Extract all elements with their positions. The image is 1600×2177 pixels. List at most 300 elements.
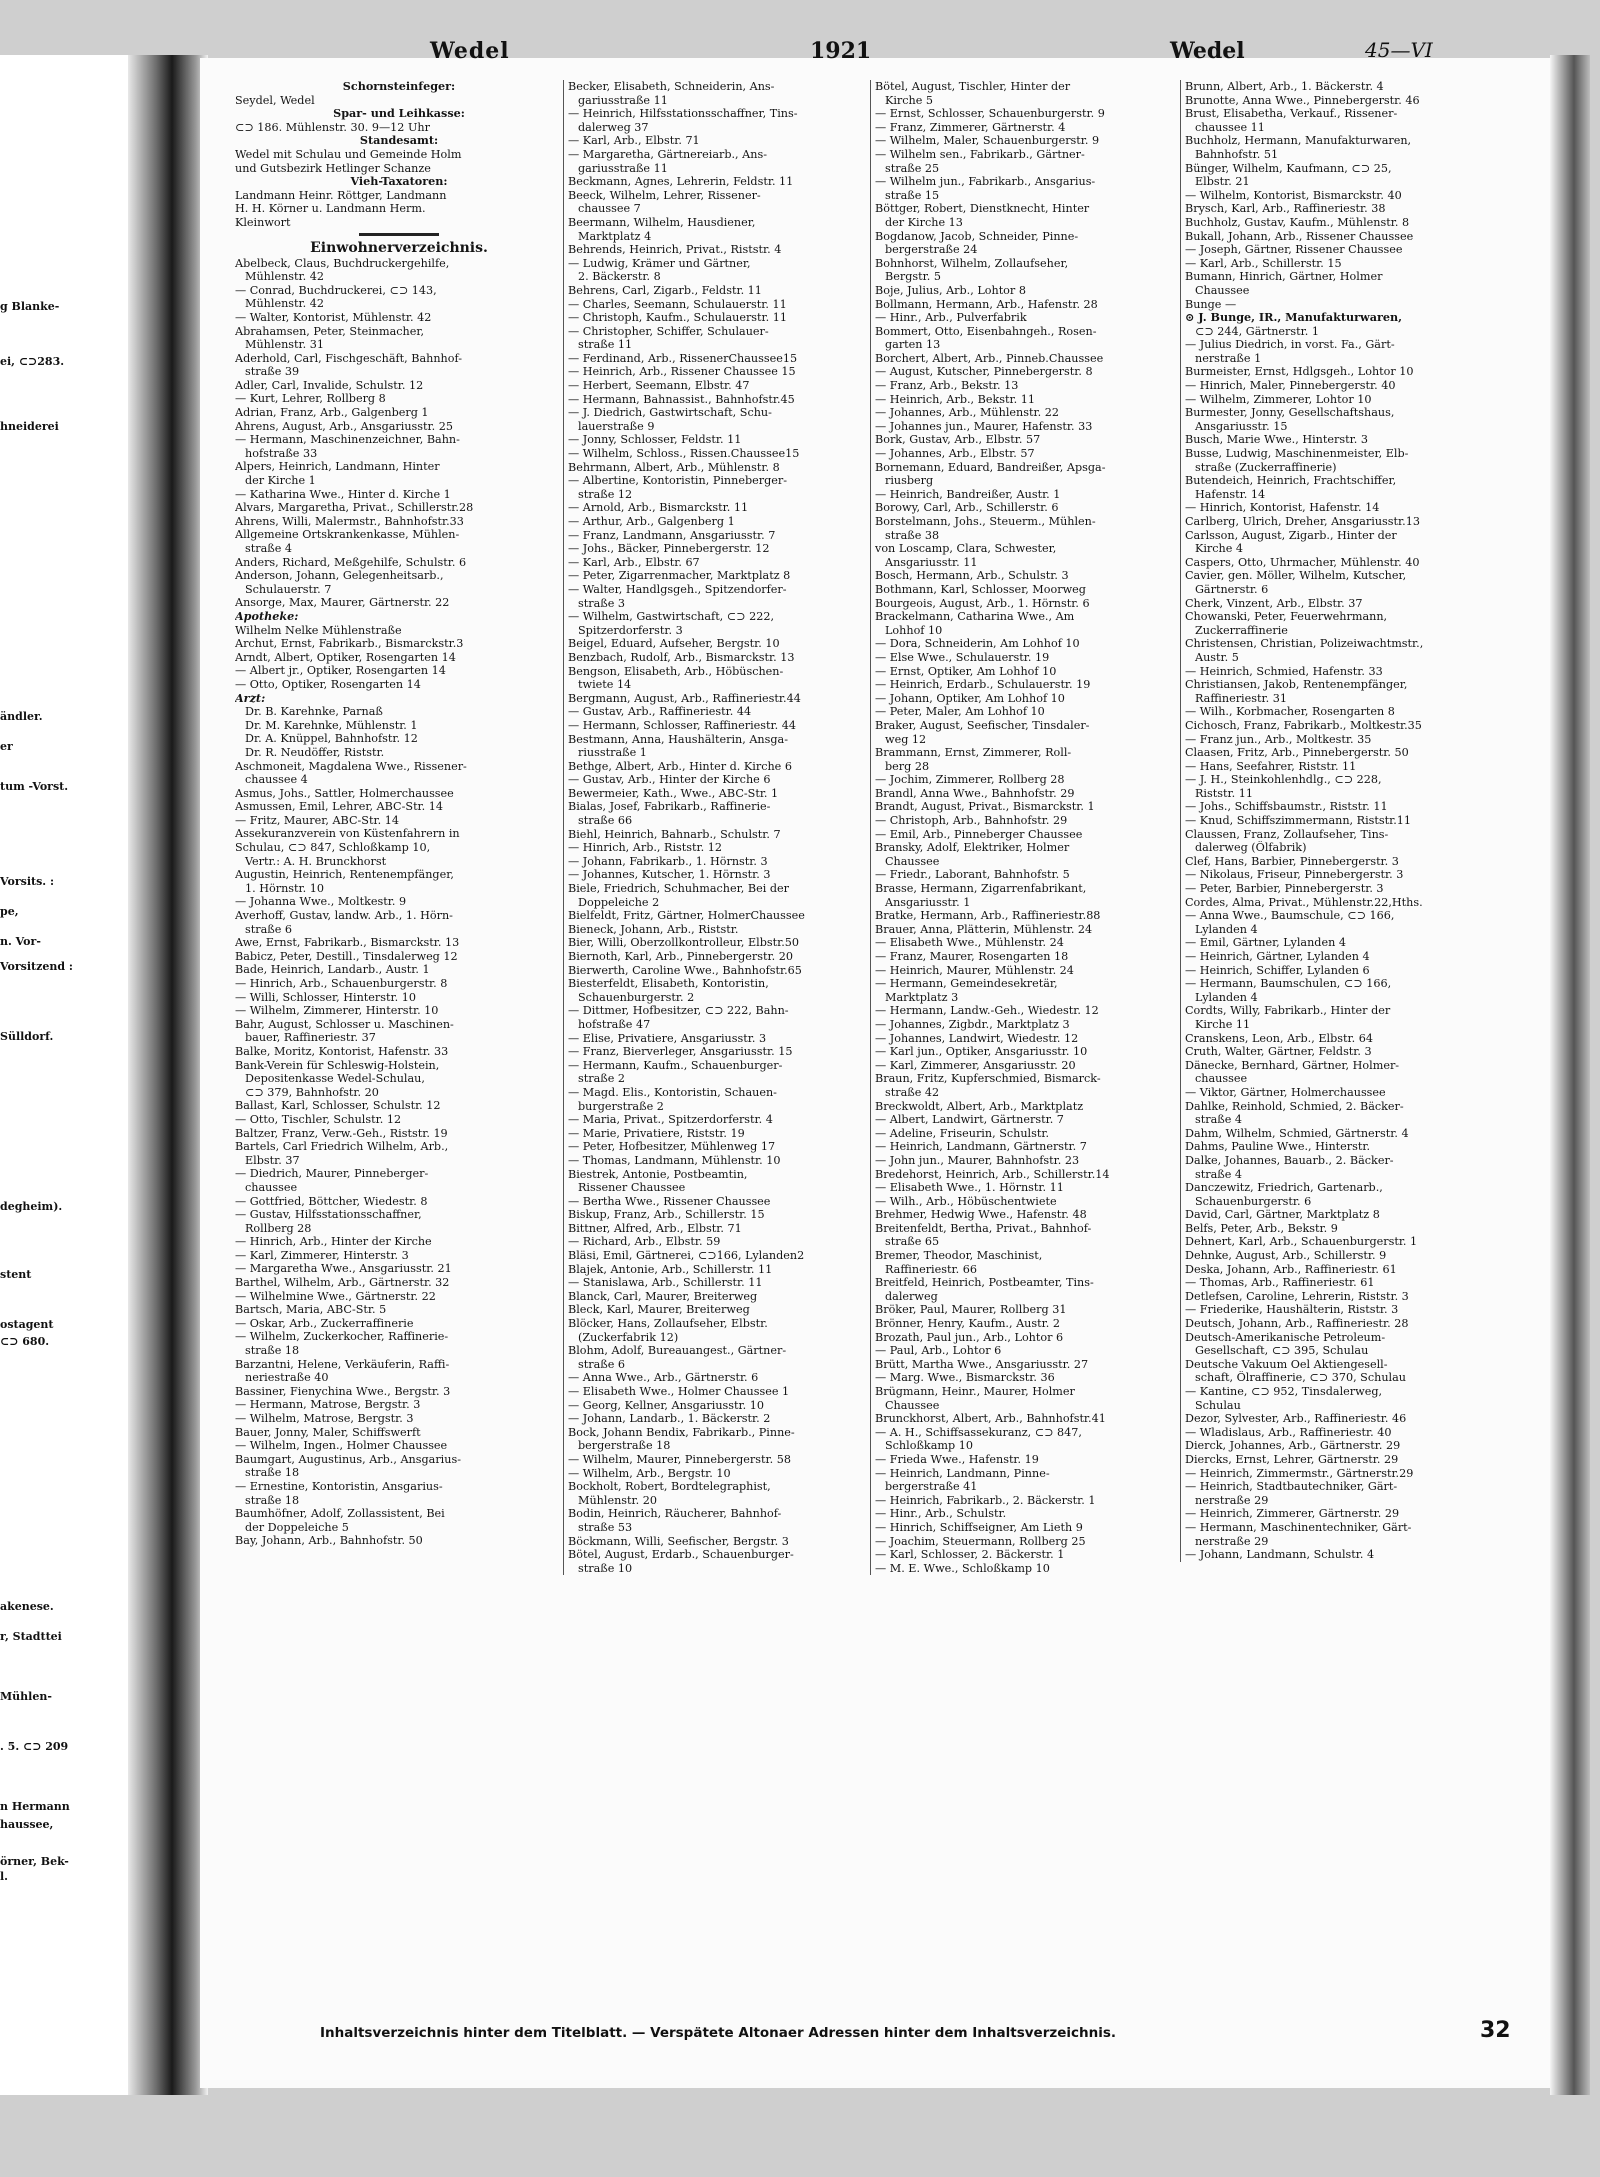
directory-entry: Detlefsen, Caroline, Lehrerin, Riststr. 3 — [1185, 1289, 1409, 1303]
directory-entry: Aderhold, Carl, Fischgeschäft, Bahnhof- — [235, 351, 462, 365]
directory-entry: Allgemeine Ortskrankenkasse, Mühlen- — [235, 528, 460, 542]
directory-entry: — Hinrich, Arb., Hinter der Kirche — [235, 1235, 432, 1249]
directory-entry: Austr. 5 — [1195, 650, 1239, 664]
directory-entry: der Kirche 13 — [885, 215, 963, 229]
directory-entry: — Joseph, Gärtner, Rissener Chaussee — [1185, 243, 1403, 257]
directory-entry: chaussee 4 — [245, 773, 308, 787]
directory-column-4 — [1180, 80, 1515, 1562]
directory-entry: straße (Zuckerraffinerie) — [1195, 460, 1337, 474]
directory-entry: Clef, Hans, Barbier, Pinnebergerstr. 3 — [1185, 854, 1399, 868]
directory-entry: — Katharina Wwe., Hinter d. Kirche 1 — [235, 487, 451, 501]
directory-entry: Schauenburgerstr. 2 — [578, 990, 695, 1004]
directory-entry: Mühlenstr. 42 — [245, 297, 324, 311]
directory-entry: — Magd. Elis., Kontoristin, Schauen- — [568, 1085, 777, 1099]
directory-entry: — Karl, Zimmerer, Hinterstr. 3 — [235, 1248, 409, 1262]
directory-entry: garten 13 — [885, 338, 941, 352]
directory-entry: Ahrens, August, Arb., Ansgariusstr. 25 — [235, 419, 454, 433]
directory-entry: Adler, Carl, Invalide, Schulstr. 12 — [235, 378, 424, 392]
directory-entry: Danczewitz, Friedrich, Gartenarb., — [1185, 1181, 1383, 1195]
directory-entry: Bohnhorst, Wilhelm, Zollaufseher, — [875, 256, 1069, 270]
directory-entry: burgerstraße 2 — [578, 1099, 664, 1113]
directory-entry: — Ernestine, Kontoristin, Ansgarius- — [235, 1479, 443, 1493]
directory-entry: Bünger, Wilhelm, Kaufmann, ⊂⊃ 25, — [1185, 161, 1392, 175]
directory-entry: Deutsch, Johann, Arb., Raffineriestr. 28 — [1185, 1317, 1409, 1331]
left-page-line: örner, Bek- — [0, 1855, 69, 1868]
directory-entry: — Heinrich, Landmann, Gärtnerstr. 7 — [875, 1140, 1087, 1154]
directory-entry: — Peter, Zigarrenmacher, Marktplatz 8 — [568, 569, 791, 583]
directory-entry: Bötel, August, Erdarb., Schauenburger- — [568, 1548, 794, 1562]
directory-entry: Raffineriestr. 66 — [885, 1262, 977, 1276]
header-town-left: Wedel — [430, 38, 510, 64]
directory-entry: Dänecke, Bernhard, Gärtner, Holmer- — [1185, 1058, 1400, 1072]
directory-entry: — Heinrich, Hilfsstationsschaffner, Tins- — [568, 107, 798, 121]
directory-entry: Ballast, Karl, Schlosser, Schulstr. 12 — [235, 1099, 441, 1113]
directory-entry: — Hermann, Bahnassist., Bahnhofstr.45 — [568, 392, 795, 406]
directory-entry: Augustin, Heinrich, Rentenempfänger, — [235, 868, 454, 882]
directory-entry: 2. Bäckerstr. 8 — [578, 270, 661, 284]
directory-entry: Wilhelm Nelke Mühlenstraße — [235, 623, 402, 637]
directory-entry: — Johannes, Zigbdr., Marktplatz 3 — [875, 1017, 1070, 1031]
directory-entry: Hafenstr. 14 — [1195, 487, 1266, 501]
directory-entry: Kleinwort — [235, 215, 291, 229]
directory-entry: — Franz, Arb., Bekstr. 13 — [875, 379, 1019, 393]
directory-entry: — Heinrich, Stadtbautechniker, Gärt- — [1185, 1480, 1398, 1494]
directory-entry: — Friedr., Laborant, Bahnhofstr. 5 — [875, 868, 1070, 882]
directory-entry: weg 12 — [885, 732, 927, 746]
directory-entry: straße 39 — [245, 365, 300, 379]
directory-entry: Breitenfeldt, Bertha, Privat., Bahnhof- — [875, 1221, 1092, 1235]
directory-entry: — Hermann, Maschinentechniker, Gärt- — [1185, 1520, 1412, 1534]
directory-entry: Brütt, Martha Wwe., Ansgariusstr. 27 — [875, 1357, 1089, 1371]
directory-entry: Brammann, Ernst, Zimmerer, Roll- — [875, 746, 1072, 760]
directory-entry: — Charles, Seemann, Schulauerstr. 11 — [568, 297, 787, 311]
directory-entry: Buchholz, Hermann, Manufakturwaren, — [1185, 134, 1412, 148]
header-town-right: Wedel — [1170, 38, 1245, 64]
directory-entry: — Karl jun., Optiker, Ansgariusstr. 10 — [875, 1045, 1088, 1059]
directory-entry: Zuckerraffinerie — [1195, 623, 1288, 637]
directory-entry: — Wilhelm, Zuckerkocher, Raffinerie- — [235, 1330, 449, 1344]
directory-entry: Arndt, Albert, Optiker, Rosengarten 14 — [235, 650, 456, 664]
directory-entry: Rollberg 28 — [245, 1221, 312, 1235]
directory-entry: Wedel mit Schulau und Gemeinde Holm — [235, 147, 462, 161]
directory-entry: — Otto, Tischler, Schulstr. 12 — [235, 1112, 402, 1126]
directory-entry: Belfs, Peter, Arb., Bekstr. 9 — [1185, 1221, 1338, 1235]
directory-entry: Bialas, Josef, Fabrikarb., Raffinerie- — [568, 800, 771, 814]
directory-entry: Dr. M. Karehnke, Mühlenstr. 1 — [245, 718, 418, 732]
directory-entry: Carlberg, Ulrich, Dreher, Ansgariusstr.13 — [1185, 515, 1420, 528]
directory-entry: Balke, Moritz, Kontorist, Hafenstr. 33 — [235, 1044, 449, 1058]
left-page-line: r, Stadttei — [0, 1630, 62, 1643]
left-page-line: stent — [0, 1268, 32, 1281]
directory-entry: Bengson, Elisabeth, Arb., Höbüschen- — [568, 664, 784, 678]
directory-entry: — Jonny, Schlosser, Feldstr. 11 — [568, 433, 742, 447]
directory-entry: ⊙ J. Bunge, IR., Manufakturwaren, — [1185, 311, 1402, 325]
directory-entry: Bank-Verein für Schleswig-Holstein, — [235, 1058, 440, 1072]
directory-entry: — Hinr., Arb., Pulverfabrik — [875, 311, 1027, 325]
directory-entry: — Viktor, Gärtner, Holmerchaussee — [1185, 1085, 1386, 1099]
directory-entry: 1. Hörnstr. 10 — [245, 881, 324, 895]
directory-entry: Brehmer, Hedwig Wwe., Hafenstr. 48 — [875, 1208, 1087, 1222]
directory-entry: — Bertha Wwe., Rissener Chaussee — [568, 1194, 771, 1208]
directory-entry: Adrian, Franz, Arb., Galgenberg 1 — [235, 406, 429, 420]
directory-entry: dalerweg — [885, 1289, 938, 1303]
directory-entry: — Thomas, Landmann, Mühlenstr. 10 — [568, 1153, 781, 1167]
directory-entry: — Heinrich, Gärtner, Lylanden 4 — [1185, 950, 1370, 963]
directory-entry: Lylanden 4 — [1195, 990, 1258, 1004]
directory-entry: Bieneck, Johann, Arb., Riststr. — [568, 922, 739, 936]
directory-entry: — Kurt, Lehrer, Rollberg 8 — [235, 392, 386, 406]
directory-entry: riusberg — [885, 474, 934, 488]
directory-entry: Bassiner, Fienychina Wwe., Bergstr. 3 — [235, 1384, 451, 1398]
directory-entry: Borowy, Carl, Arb., Schillerstr. 6 — [875, 501, 1059, 515]
directory-entry: Aschmoneit, Magdalena Wwe., Rissener- — [235, 759, 467, 773]
directory-entry: — Johannes, Arb., Mühlenstr. 22 — [875, 406, 1059, 420]
directory-entry: — Gustav, Arb., Raffineriestr. 44 — [568, 705, 752, 719]
directory-entry: Vertr.: A. H. Brunckhorst — [245, 854, 387, 868]
directory-entry: Cavier, gen. Möller, Wilhelm, Kutscher, — [1185, 569, 1407, 583]
directory-entry: Raffineriestr. 31 — [1195, 691, 1287, 705]
directory-entry: Bock, Johann Bendix, Fabrikarb., Pinne- — [568, 1425, 795, 1439]
directory-entry: — Peter, Maler, Am Lohhof 10 — [875, 705, 1045, 719]
directory-entry: Bremer, Theodor, Maschinist, — [875, 1249, 1043, 1263]
directory-entry: straße 6 — [245, 922, 293, 936]
directory-entry: Beermann, Wilhelm, Hausdiener, — [568, 215, 756, 229]
directory-entry: — Peter, Hofbesitzer, Mühlenweg 17 — [568, 1140, 776, 1154]
left-page-line: haussee, — [0, 1818, 54, 1831]
directory-entry: Mühlenstr. 31 — [245, 338, 324, 352]
directory-entry: — Johannes, Kutscher, 1. Hörnstr. 3 — [568, 868, 771, 882]
directory-entry: Blanck, Carl, Maurer, Breiterweg — [568, 1289, 758, 1303]
directory-entry: — Dora, Schneiderin, Am Lohhof 10 — [875, 637, 1080, 651]
directory-entry: Elbstr. 21 — [1195, 175, 1250, 189]
directory-entry: straße 4 — [1195, 1113, 1243, 1127]
directory-entry: — Heinrich, Erdarb., Schulauerstr. 19 — [875, 678, 1091, 692]
directory-entry: Ansgariusstr. 15 — [1195, 419, 1288, 433]
section-heading: Schornsteinfeger: — [342, 80, 456, 93]
directory-entry: Cordes, Alma, Privat., Mühlenstr.22,Hths. — [1185, 895, 1423, 909]
directory-entry: Doppeleiche 2 — [578, 895, 660, 909]
directory-entry: dalerweg 37 — [578, 120, 649, 134]
directory-entry: Bahnhofstr. 51 — [1195, 147, 1279, 161]
section-heading: Standesamt: — [359, 134, 439, 148]
directory-entry: Brandl, Anna Wwe., Bahnhofstr. 29 — [875, 786, 1075, 800]
directory-entry: — Gustav, Arb., Hinter der Kirche 6 — [568, 773, 771, 787]
directory-entry: Biesterfeldt, Elisabeth, Kontoristin, — [568, 977, 769, 991]
directory-entry: — Arnold, Arb., Bismarckstr. 11 — [568, 501, 749, 515]
directory-entry: Brunckhorst, Albert, Arb., Bahnhofstr.41 — [875, 1412, 1106, 1426]
directory-entry: Chaussee — [885, 854, 940, 868]
directory-entry: Bielfeldt, Fritz, Gärtner, HolmerChaussee — [568, 909, 805, 923]
directory-entry: — Herbert, Seemann, Elbstr. 47 — [568, 379, 750, 393]
directory-entry: — Hinrich, Kontorist, Hafenstr. 14 — [1185, 501, 1380, 515]
directory-entry: — Wilhelm, Gastwirtschaft, ⊂⊃ 222, — [568, 610, 775, 624]
directory-entry: — Johann, Landmann, Schulstr. 4 — [1185, 1548, 1375, 1562]
directory-entry: Beigel, Eduard, Aufseher, Bergstr. 10 — [568, 637, 780, 651]
directory-entry: twiete 14 — [578, 678, 632, 692]
directory-entry: Blajek, Antonie, Arb., Schillerstr. 11 — [568, 1262, 773, 1276]
directory-entry: Ansorge, Max, Maurer, Gärtnerstr. 22 — [235, 596, 450, 610]
directory-entry: Kirche 11 — [1195, 1017, 1251, 1031]
directory-entry: nerstraße 29 — [1195, 1534, 1269, 1548]
directory-entry: straße 18 — [245, 1344, 300, 1358]
directory-entry: Deutsch-Amerikanische Petroleum- — [1185, 1330, 1386, 1344]
directory-entry: Depositenkasse Wedel-Schulau, — [245, 1072, 425, 1086]
directory-entry: — Heinrich, Zimmerer, Gärtnerstr. 29 — [1185, 1507, 1400, 1521]
directory-entry: straße 15 — [885, 188, 940, 202]
directory-entry: David, Carl, Gärtner, Marktplatz 8 — [1185, 1208, 1380, 1222]
directory-entry: — Christoph, Arb., Bahnhofstr. 29 — [875, 814, 1068, 828]
directory-entry: Cruth, Walter, Gärtner, Feldstr. 3 — [1185, 1045, 1372, 1059]
directory-entry: — Knud, Schiffszimmermann, Riststr.11 — [1185, 814, 1412, 828]
left-page-line: ei, ⊂⊃283. — [0, 355, 65, 368]
directory-entry: Bransky, Adolf, Elektriker, Holmer — [875, 841, 1070, 855]
directory-entry: — J. H., Steinkohlenhdlg., ⊂⊃ 228, — [1185, 773, 1382, 787]
directory-entry: Brügmann, Heinr., Maurer, Holmer — [875, 1385, 1075, 1398]
directory-entry: Bahr, August, Schlosser u. Maschinen- — [235, 1017, 454, 1031]
directory-entry: straße 18 — [245, 1493, 300, 1507]
directory-entry: — Johannes, Landwirt, Wiedestr. 12 — [875, 1031, 1079, 1045]
directory-entry: hofstraße 33 — [245, 446, 318, 460]
directory-entry: Bockholt, Robert, Bordtelegraphist, — [568, 1480, 771, 1494]
directory-entry: chaussee — [245, 1180, 298, 1194]
directory-entry: — Heinrich, Landmann, Pinne- — [875, 1466, 1050, 1480]
directory-entry: Bornemann, Eduard, Bandreißer, Apsga- — [875, 460, 1106, 474]
directory-entry: Ansgariusstr. 11 — [885, 555, 978, 569]
directory-entry: — Heinrich, Arb., Bekstr. 11 — [875, 392, 1035, 406]
directory-entry: Cherk, Vinzent, Arb., Elbstr. 37 — [1185, 596, 1363, 610]
directory-entry: Alpers, Heinrich, Landmann, Hinter — [235, 460, 440, 474]
directory-entry: Archut, Ernst, Fabrikarb., Bismarckstr.3 — [235, 637, 464, 651]
directory-entry: Dalke, Johannes, Bauarb., 2. Bäcker- — [1185, 1153, 1394, 1167]
directory-entry: neriestraße 40 — [245, 1371, 329, 1385]
directory-entry: — Christopher, Schiffer, Schulauer- — [568, 324, 769, 338]
directory-entry: — Peter, Barbier, Pinnebergerstr. 3 — [1185, 882, 1384, 896]
directory-entry: Boje, Julius, Arb., Lohtor 8 — [875, 283, 1026, 297]
directory-entry: chaussee 11 — [1195, 120, 1265, 134]
directory-entry: Dr. B. Karehnke, Parnaß — [245, 705, 383, 719]
directory-entry: Bourgeois, August, Arb., 1. Hörnstr. 6 — [875, 596, 1090, 610]
directory-entry: — Hinrich, Schiffseigner, Am Lieth 9 — [875, 1520, 1083, 1534]
directory-entry: — Albert jr., Optiker, Rosengarten 14 — [235, 664, 446, 678]
left-page-line: n Hermann — [0, 1800, 70, 1813]
directory-entry: Chaussee — [885, 1398, 940, 1412]
directory-entry: — Hans, Seefahrer, Riststr. 11 — [1185, 759, 1357, 773]
directory-entry: — Ernst, Schlosser, Schauenburgerstr. 9 — [875, 107, 1105, 121]
directory-entry: Mühlenstr. 20 — [578, 1493, 657, 1507]
left-page-line: ⊂⊃ 680. — [0, 1335, 50, 1348]
directory-entry: Braun, Fritz, Kupferschmied, Bismarck- — [875, 1072, 1101, 1086]
directory-entry: ⊂⊃ 379, Bahnhofstr. 20 — [245, 1085, 379, 1099]
directory-entry: hofstraße 47 — [578, 1017, 651, 1031]
directory-entry: — Heinrich, Fabrikarb., 2. Bäckerstr. 1 — [875, 1493, 1096, 1507]
directory-entry: Baumgart, Augustinus, Arb., Ansgarius- — [235, 1452, 461, 1466]
directory-entry: Bartsch, Maria, ABC-Str. 5 — [235, 1303, 387, 1317]
directory-entry: Brönner, Henry, Kaufm., Austr. 2 — [875, 1317, 1060, 1331]
book-gutter — [128, 55, 208, 2095]
directory-entry: Bierwerth, Caroline Wwe., Bahnhofstr.65 — [568, 963, 802, 977]
directory-entry: — Adeline, Friseurin, Schulstr. — [875, 1126, 1050, 1140]
directory-entry: Diercks, Ernst, Lehrer, Gärtnerstr. 29 — [1185, 1452, 1399, 1466]
directory-entry: — Ludwig, Krämer und Gärtner, — [568, 256, 751, 270]
directory-entry: — Hermann, Maschinenzeichner, Bahn- — [235, 433, 460, 447]
directory-entry: Böckmann, Willi, Seefischer, Bergstr. 3 — [568, 1534, 789, 1548]
directory-entry: Butendeich, Heinrich, Frachtschiffer, — [1185, 474, 1397, 488]
directory-entry: — Johs., Bäcker, Pinnebergerstr. 12 — [568, 542, 770, 556]
directory-entry: Dierck, Johannes, Arb., Gärtnerstr. 29 — [1185, 1439, 1401, 1453]
directory-entry: — Ernst, Optiker, Am Lohhof 10 — [875, 664, 1057, 678]
directory-entry: Claasen, Fritz, Arb., Pinnebergerstr. 50 — [1185, 746, 1409, 760]
directory-entry: Ansgariusstr. 1 — [885, 895, 971, 909]
directory-entry: Beckmann, Agnes, Lehrerin, Feldstr. 11 — [568, 175, 794, 189]
directory-entry: Brunotte, Anna Wwe., Pinnebergerstr. 46 — [1185, 93, 1420, 107]
directory-entry: Bumann, Hinrich, Gärtner, Holmer — [1185, 270, 1383, 284]
directory-entry: und Gutsbezirk Hetlinger Schanze — [235, 161, 431, 175]
directory-entry: Dahlke, Reinhold, Schmied, 2. Bäcker- — [1185, 1099, 1404, 1113]
directory-entry: Marktplatz 3 — [885, 990, 959, 1004]
directory-entry: — Nikolaus, Friseur, Pinnebergerstr. 3 — [1185, 868, 1404, 882]
directory-entry: Alvars, Margaretha, Privat., Schillerstr.28 — [235, 501, 474, 515]
directory-entry: Christiansen, Jakob, Rentenempfänger, — [1185, 678, 1408, 692]
directory-entry: — August, Kutscher, Pinnebergerstr. 8 — [875, 365, 1093, 379]
directory-entry: chaussee — [1195, 1072, 1248, 1086]
directory-entry: bergerstraße 24 — [885, 243, 978, 257]
directory-entry: — Wilhelm, Zimmerer, Lohtor 10 — [1185, 392, 1372, 406]
directory-entry: — Diedrich, Maurer, Pinneberger- — [235, 1167, 429, 1181]
directory-entry: ⊂⊃ 244, Gärtnerstr. 1 — [1195, 324, 1319, 338]
directory-entry: — Gustav, Hilfsstationsschaffner, — [235, 1208, 422, 1222]
directory-entry: Bier, Willi, Oberzollkontrolleur, Elbstr.50 — [568, 936, 800, 950]
directory-entry: — Karl, Zimmerer, Ansgariusstr. 20 — [875, 1058, 1076, 1072]
directory-entry: — Otto, Optiker, Rosengarten 14 — [235, 677, 421, 691]
directory-entry: Bartels, Carl Friedrich Wilhelm, Arb., — [235, 1140, 449, 1154]
left-page-line: Vorsits. : — [0, 875, 55, 888]
directory-entry: straße 2 — [578, 1072, 626, 1086]
header-year: 1921 — [810, 38, 872, 64]
directory-entry: schaft, Ölraffinerie, ⊂⊃ 370, Schulau — [1195, 1371, 1406, 1385]
directory-entry: — Emil, Gärtner, Lylanden 4 — [1185, 936, 1346, 950]
directory-entry: — Albertine, Kontoristin, Pinneberger- — [568, 474, 788, 488]
directory-entry: straße 25 — [885, 161, 940, 175]
directory-entry: Behrmann, Albert, Arb., Mühlenstr. 8 — [568, 460, 780, 474]
directory-entry: — Wilh., Korbmacher, Rosengarten 8 — [1185, 705, 1395, 719]
directory-entry: Deska, Johann, Arb., Raffineriestr. 61 — [1185, 1262, 1397, 1276]
directory-entry: straße 66 — [578, 814, 633, 828]
directory-entry: Baumhöfner, Adolf, Zollassistent, Bei — [235, 1507, 445, 1521]
directory-entry: — Karl, Arb., Elbstr. 67 — [568, 555, 700, 569]
directory-entry: — Hinrich, Arb., Schauenburgerstr. 8 — [235, 977, 448, 990]
directory-entry: Biele, Friedrich, Schuhmacher, Bei der — [568, 882, 789, 896]
directory-entry: Deutsche Vakuum Oel Aktiengesell- — [1185, 1357, 1388, 1371]
directory-entry: — Albert, Landwirt, Gärtnerstr. 7 — [875, 1113, 1064, 1127]
directory-entry: straße 65 — [885, 1235, 940, 1249]
directory-entry: (Zuckerfabrik 12) — [578, 1330, 679, 1344]
directory-entry: — Wilhelm, Arb., Bergstr. 10 — [568, 1466, 731, 1480]
directory-entry: straße 4 — [245, 542, 293, 555]
directory-entry: Schauenburgerstr. 6 — [1195, 1194, 1312, 1208]
directory-entry: Bittner, Alfred, Arb., Elbstr. 71 — [568, 1221, 742, 1235]
directory-entry: Schloßkamp 10 — [885, 1439, 973, 1453]
left-page-line: er — [0, 740, 13, 753]
directory-entry: Bergstr. 5 — [885, 270, 941, 284]
directory-entry: Lylanden 4 — [1195, 922, 1258, 936]
directory-entry: der Kirche 1 — [245, 474, 316, 488]
directory-entry: Caspers, Otto, Uhrmacher, Mühlenstr. 40 — [1185, 555, 1420, 569]
directory-entry: — Christoph, Kaufm., Schulauerstr. 11 — [568, 311, 788, 325]
directory-entry: Landmann Heinr. Röttger, Landmann — [235, 188, 447, 202]
directory-entry: — Johannes jun., Maurer, Hafenstr. 33 — [875, 419, 1093, 433]
directory-entry: — Stanislawa, Arb., Schillerstr. 11 — [568, 1276, 763, 1290]
directory-entry: straße 3 — [578, 596, 626, 610]
directory-entry: straße 38 — [885, 528, 940, 542]
directory-entry: — Elise, Privatiere, Ansgariusstr. 3 — [568, 1031, 767, 1045]
directory-entry: Abelbeck, Claus, Buchdruckergehilfe, — [235, 256, 450, 270]
directory-entry: — Heinrich, Zimmermstr., Gärtnerstr.29 — [1185, 1466, 1414, 1480]
directory-entry: — Wilhelm, Ingen., Holmer Chaussee — [235, 1439, 448, 1453]
left-page-line: pe, — [0, 905, 19, 918]
directory-entry: Bosch, Hermann, Arb., Schulstr. 3 — [875, 569, 1069, 583]
directory-entry: Dahm, Wilhelm, Schmied, Gärtnerstr. 4 — [1185, 1126, 1409, 1140]
directory-entry: — Johs., Schiffsbaumstr., Riststr. 11 — [1185, 800, 1388, 814]
directory-entry: Gärtnerstr. 6 — [1195, 582, 1269, 596]
directory-entry: — Georg, Kellner, Ansgariusstr. 10 — [568, 1398, 764, 1412]
section-rule — [359, 233, 439, 236]
directory-entry: Schulau — [1195, 1398, 1241, 1412]
directory-entry: Cranskens, Leon, Arb., Elbstr. 64 — [1185, 1031, 1373, 1045]
directory-entry: — Wilhelm, Matrose, Bergstr. 3 — [235, 1412, 414, 1425]
directory-entry: — Hermann, Matrose, Bergstr. 3 — [235, 1398, 421, 1412]
directory-entry: Busch, Marie Wwe., Hinterstr. 3 — [1185, 433, 1368, 447]
directory-entry: Brackelmann, Catharina Wwe., Am — [875, 610, 1075, 624]
directory-entry: — Johanna Wwe., Moltkestr. 9 — [235, 895, 407, 909]
directory-entry: Bredehorst, Heinrich, Arb., Schillerstr.14 — [875, 1167, 1110, 1181]
directory-column-3 — [870, 80, 1180, 1575]
directory-entry: bergerstraße 41 — [885, 1480, 978, 1494]
directory-entry: — Jochim, Zimmerer, Rollberg 28 — [875, 773, 1065, 787]
directory-entry: — Heinrich, Schmied, Hafenstr. 33 — [1185, 664, 1383, 678]
directory-entry: — Richard, Arb., Elbstr. 59 — [568, 1235, 721, 1249]
section-heading: Apotheke: — [235, 609, 299, 623]
directory-entry: Cichosch, Franz, Fabrikarb., Moltkestr.35 — [1185, 718, 1422, 732]
directory-entry: — Anna Wwe., Baumschule, ⊂⊃ 166, — [1185, 909, 1395, 923]
directory-entry: — Maria, Privat., Spitzerdorferstr. 4 — [568, 1113, 773, 1127]
directory-entry: Babicz, Peter, Destill., Tinsdalerweg 12 — [235, 949, 458, 963]
directory-entry: — Walter, Handlgsgeh., Spitzendorfer- — [568, 582, 787, 596]
directory-entry: Dr. R. Neudöffer, Riststr. — [245, 745, 385, 759]
directory-entry: Seydel, Wedel — [235, 93, 315, 107]
directory-entry: Braker, August, Seefischer, Tinsdaler- — [875, 718, 1090, 732]
left-page-line: akenese. — [0, 1600, 54, 1613]
directory-entry: — Joachim, Steuermann, Rollberg 25 — [875, 1534, 1086, 1548]
left-page-line: tum -Vorst. — [0, 780, 69, 793]
directory-entry: straße 18 — [245, 1466, 300, 1480]
directory-entry: Brysch, Karl, Arb., Raffineriestr. 38 — [1185, 202, 1386, 216]
directory-entry: bauer, Raffineriestr. 37 — [245, 1031, 376, 1045]
directory-entry: — John jun., Maurer, Bahnhofstr. 23 — [875, 1153, 1080, 1167]
directory-entry: Bogdanow, Jacob, Schneider, Pinne- — [875, 229, 1079, 243]
directory-entry: — Franz, Maurer, Rosengarten 18 — [875, 950, 1069, 963]
directory-entry: Abrahamsen, Peter, Steinmacher, — [235, 324, 425, 338]
directory-entry: — Conrad, Buchdruckerei, ⊂⊃ 143, — [235, 283, 437, 297]
directory-entry: Dr. A. Knüppel, Bahnhofstr. 12 — [245, 732, 418, 746]
directory-entry: straße 42 — [885, 1085, 940, 1099]
directory-entry: Biernoth, Karl, Arb., Pinnebergerstr. 20 — [568, 950, 793, 963]
directory-entry: Awe, Ernst, Fabrikarb., Bismarckstr. 13 — [235, 936, 460, 950]
directory-entry: Brasse, Hermann, Zigarrenfabrikant, — [875, 882, 1087, 896]
directory-entry: — Heinrich, Schiffer, Lylanden 6 — [1185, 963, 1370, 977]
directory-entry: Asmus, Johs., Sattler, Holmerchaussee — [235, 786, 454, 800]
directory-entry: — Wladislaus, Arb., Raffineriestr. 40 — [1185, 1425, 1392, 1439]
directory-entry: Elbstr. 37 — [245, 1153, 300, 1167]
